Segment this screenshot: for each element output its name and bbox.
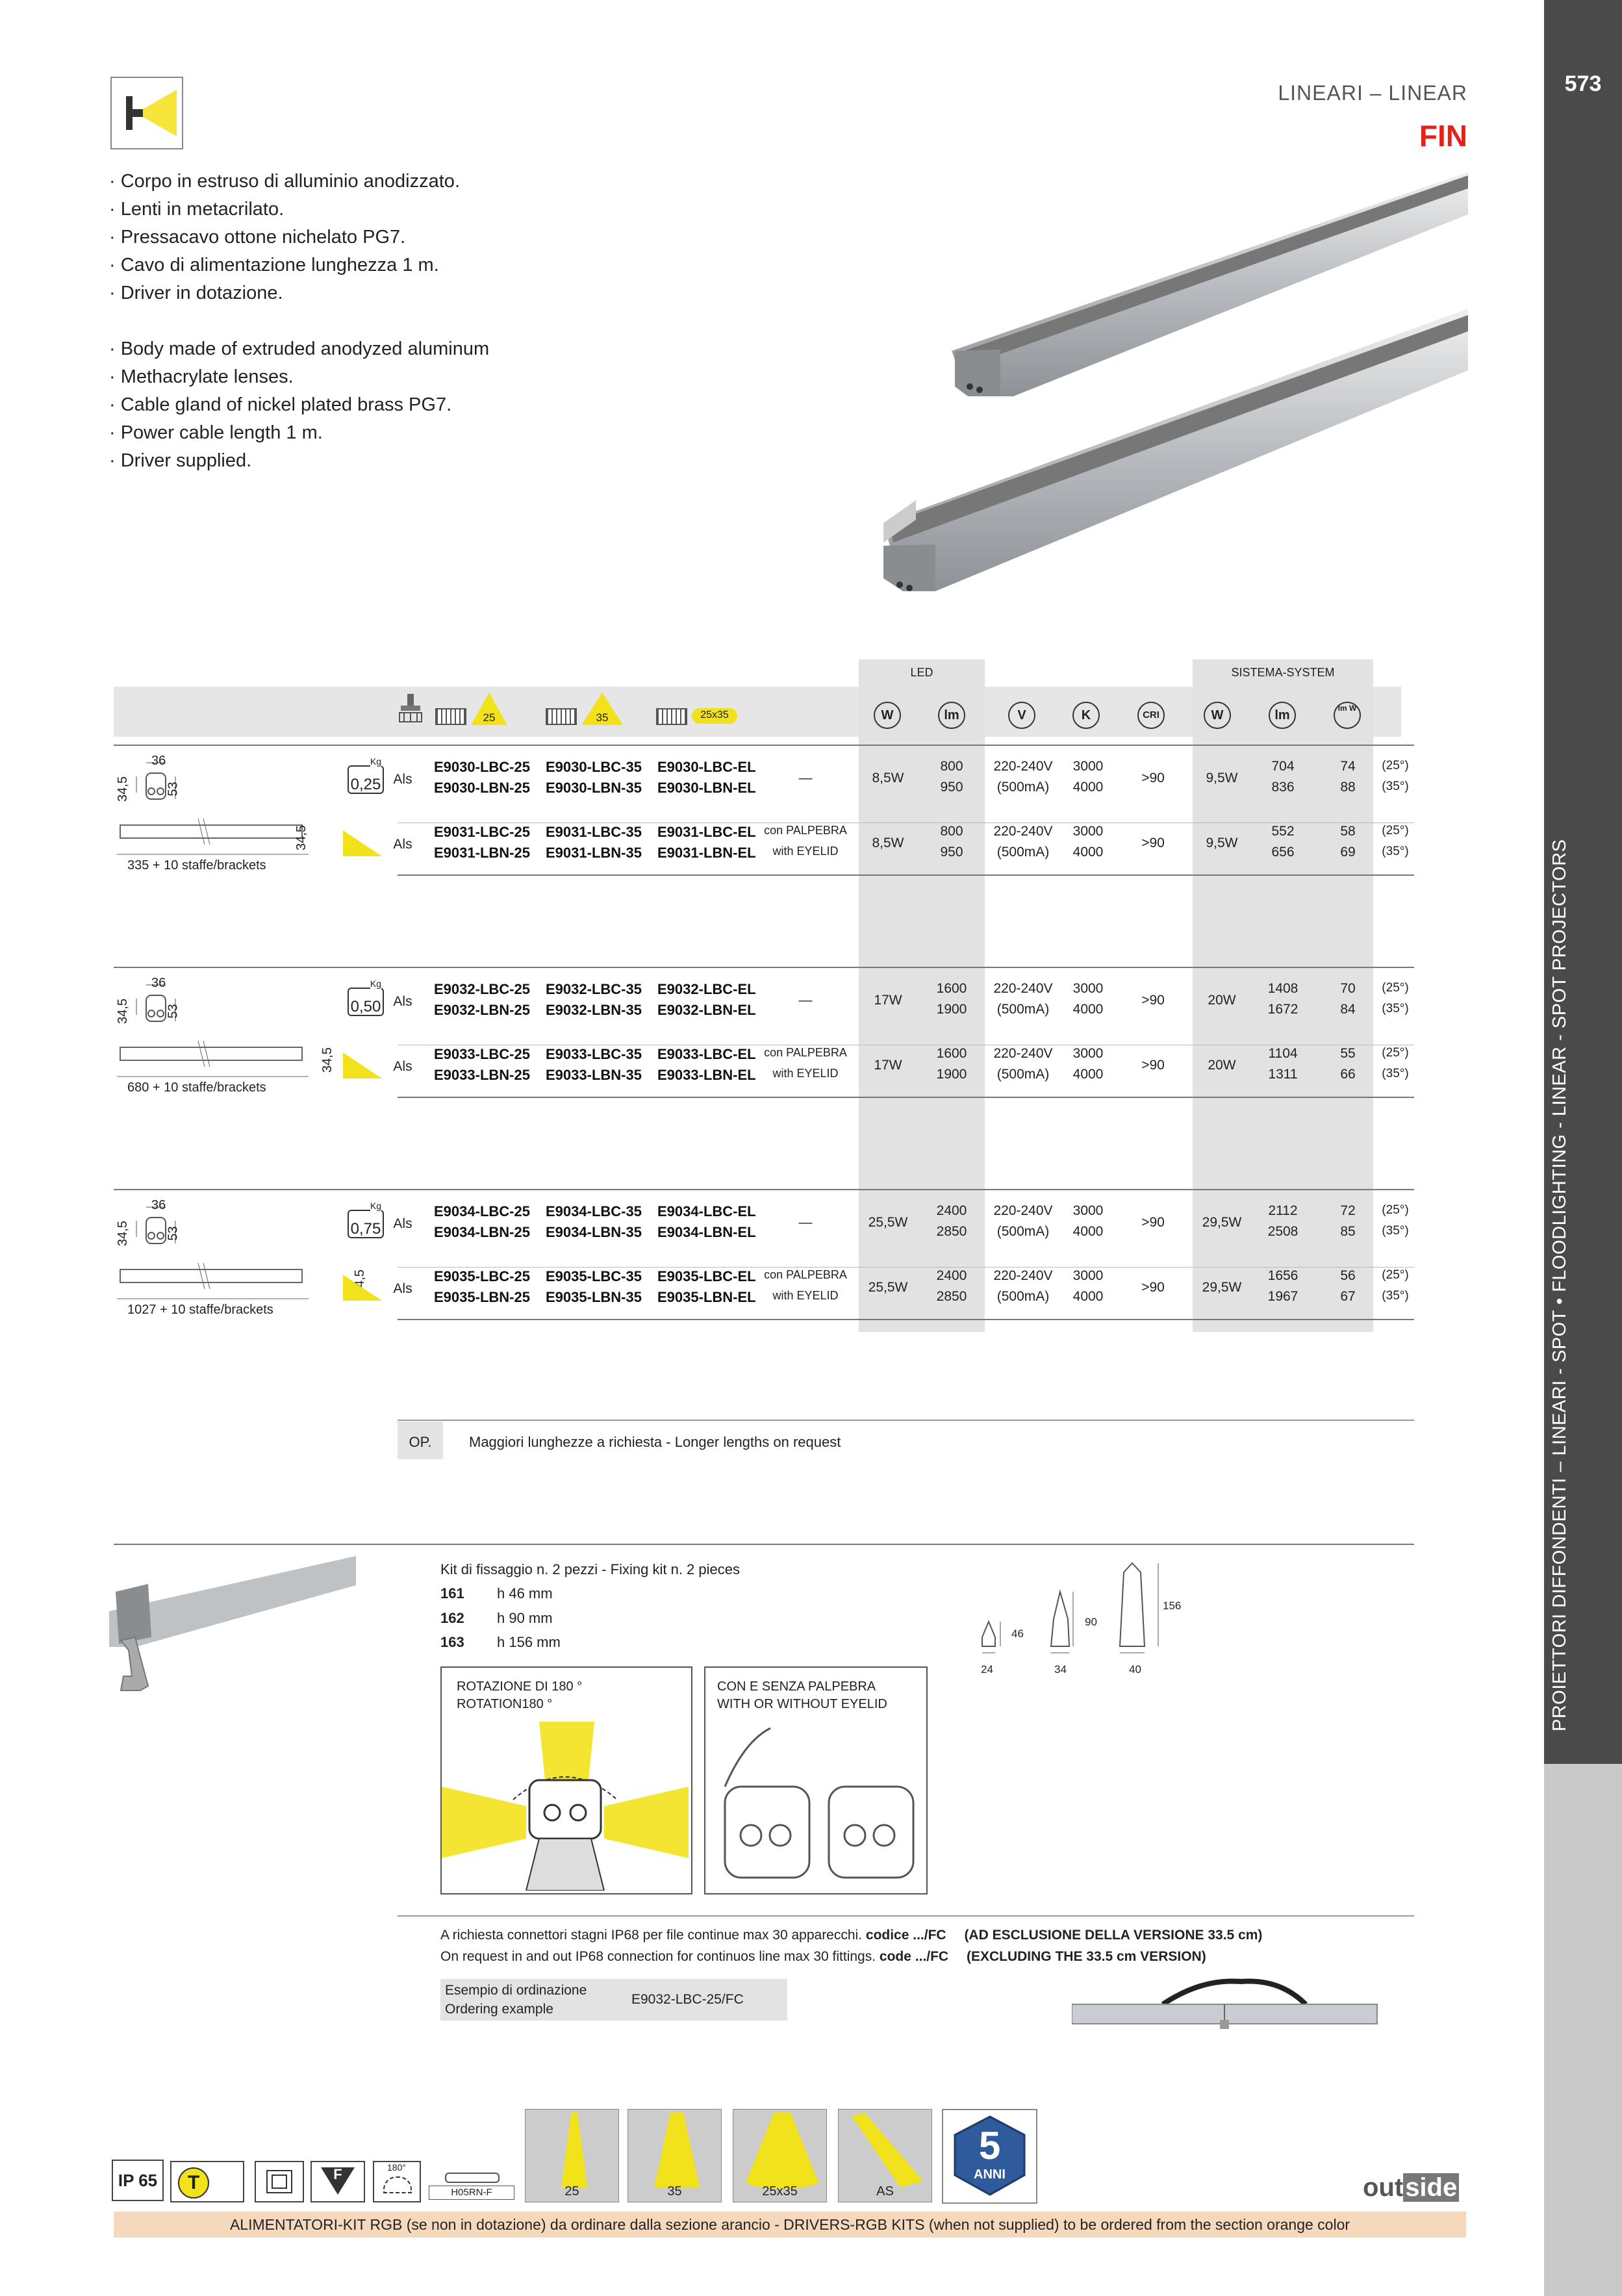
voltage: (500mA) — [996, 1289, 1050, 1304]
color-temperature: 3000 — [1072, 1203, 1104, 1218]
category-label: LINEARI – LINEAR — [1278, 81, 1467, 105]
led-watt: 8,5W — [872, 835, 904, 850]
cri-value: >90 — [1141, 993, 1165, 1008]
dim-width: 36 — [151, 754, 166, 768]
system-lumen: 552 — [1271, 824, 1295, 839]
weight-value: 0,25 — [350, 776, 381, 793]
kelvin-icon: K — [1072, 702, 1100, 729]
voltage: 220-240V — [993, 1046, 1053, 1061]
product-code: E9032-LBC-35 — [546, 981, 642, 997]
fixing-code-161: 161 — [440, 1585, 464, 1601]
beam-angle: (35°) — [1382, 1002, 1409, 1015]
als-label: Als — [393, 837, 412, 852]
system-watt: 29,5W — [1202, 1280, 1242, 1295]
desc-en-3: · Cable gland of nickel plated brass PG7. — [109, 394, 452, 415]
row-divider — [398, 1267, 1414, 1268]
color-temperature: 4000 — [1072, 1067, 1104, 1082]
color-temperature: 3000 — [1072, 1046, 1104, 1061]
color-temperature: 3000 — [1072, 1268, 1104, 1283]
fixing-height-163: h 156 mm — [497, 1634, 561, 1650]
lamp-icon — [398, 691, 424, 730]
eyelid-option: — — [798, 1215, 813, 1230]
als-label: Als — [393, 1059, 412, 1074]
eyelid-option: con PALPEBRA — [764, 1046, 847, 1059]
beam-angle: (25°) — [1382, 824, 1409, 837]
led-lumen: 1600 — [936, 1046, 967, 1061]
cri-icon: CRI — [1137, 702, 1165, 729]
beam-25x35-label: 25x35 — [700, 709, 729, 721]
led-watt: 8,5W — [872, 771, 904, 785]
efficacy: 74 — [1340, 759, 1356, 774]
efficacy: 69 — [1340, 845, 1356, 860]
cri-value: >90 — [1141, 835, 1165, 850]
led-lumen: 2400 — [936, 1268, 967, 1283]
group-bottom-rule — [398, 1319, 1414, 1320]
fixing-code-163: 163 — [440, 1634, 464, 1650]
op-label: OP. — [409, 1434, 432, 1450]
weight-value: 0,50 — [350, 998, 381, 1015]
eyelid-label-en: WITH OR WITHOUT EYELID — [717, 1697, 887, 1711]
led-lumen: 1900 — [936, 1067, 967, 1082]
product-code: E9035-LBN-35 — [546, 1289, 642, 1305]
fixing-title: Kit di fissaggio n. 2 pezzi - Fixing kit n. 2 pieces — [440, 1561, 740, 1577]
voltage: 220-240V — [993, 759, 1053, 774]
beam-angle: (25°) — [1382, 1203, 1409, 1217]
dim-width: 36 — [151, 976, 166, 990]
eyelid-option: with EYELID — [772, 845, 839, 858]
profile-drawing — [114, 1198, 335, 1354]
desc-it-3: · Pressacavo ottone nichelato PG7. — [109, 227, 406, 248]
led-lumen: 800 — [940, 824, 963, 839]
product-code: E9035-LBC-EL — [657, 1268, 756, 1284]
beam-angle: (35°) — [1382, 1067, 1409, 1080]
dim-depth: 53 — [166, 1226, 181, 1241]
product-code: E9030-LBN-35 — [546, 780, 642, 796]
system-watt-icon: W — [1204, 702, 1231, 729]
system-lumen: 704 — [1271, 759, 1295, 774]
desc-en-4: · Power cable length 1 m. — [109, 422, 323, 443]
product-code: E9034-LBN-EL — [657, 1224, 756, 1240]
bracket-b-width: 34 — [1054, 1663, 1067, 1676]
led-lumen: 1900 — [936, 1002, 967, 1017]
volt-icon: V — [1008, 702, 1035, 729]
voltage: 220-240V — [993, 1268, 1053, 1283]
voltage: 220-240V — [993, 1203, 1053, 1218]
beam-icon-label: 25 — [564, 2184, 579, 2199]
product-code: E9030-LBN-25 — [434, 780, 530, 796]
voltage: (500mA) — [996, 845, 1050, 860]
system-lumen: 836 — [1271, 780, 1295, 795]
eyelid-option: — — [798, 993, 813, 1008]
efficacy: 88 — [1340, 780, 1356, 795]
length-label: 335 + 10 staffe/brackets — [127, 858, 266, 873]
efficacy: 85 — [1340, 1224, 1356, 1239]
system-watt: 9,5W — [1206, 771, 1238, 785]
efficacy: 55 — [1340, 1046, 1356, 1061]
connector-drawing — [1072, 1965, 1380, 2030]
lens-25x35-icon — [656, 708, 687, 725]
dim-width: 36 — [151, 1198, 166, 1212]
product-code: E9034-LBN-35 — [546, 1224, 642, 1240]
product-code: E9030-LBC-25 — [434, 759, 530, 775]
voltage: (500mA) — [996, 1067, 1050, 1082]
bracket-a-height: 46 — [1011, 1627, 1024, 1640]
beam-angle: (35°) — [1382, 1224, 1409, 1238]
eyelid-option: with EYELID — [772, 1289, 839, 1302]
product-code: E9032-LBN-EL — [657, 1002, 756, 1018]
beam-icon-label: AS — [876, 2184, 894, 2199]
product-code: E9032-LBC-EL — [657, 981, 756, 997]
beam-35-label: 35 — [596, 711, 609, 724]
page-number: 573 — [1564, 71, 1602, 96]
bracket-c-width: 40 — [1129, 1663, 1141, 1676]
cri-value: >90 — [1141, 1058, 1165, 1073]
desc-en-5: · Driver supplied. — [109, 450, 252, 471]
beam-icon — [733, 2109, 827, 2202]
cri-value: >90 — [1141, 771, 1165, 785]
beam-icon-label: 35 — [667, 2184, 682, 2199]
product-code: E9031-LBC-25 — [434, 824, 530, 840]
fixing-divider — [114, 1544, 1414, 1545]
efficacy: 58 — [1340, 824, 1356, 839]
eyelid-wedge — [343, 1275, 382, 1301]
system-lumen: 656 — [1271, 845, 1295, 860]
led-watt: 25,5W — [868, 1280, 908, 1295]
wall-light-icon — [110, 77, 183, 149]
length-height: 34,5 — [352, 1269, 367, 1295]
efficacy-icon: lm W — [1334, 702, 1361, 729]
product-code: E9031-LBC-EL — [657, 824, 756, 840]
beam-angle: (25°) — [1382, 759, 1409, 772]
cri-value: >90 — [1141, 1280, 1165, 1295]
footer-note: ALIMENTATORI-KIT RGB (se non in dotazione) da ordinare dalla sezione arancio - DRIVERS-RGB KITS (when not supplied) to be ordered from the section orange color — [114, 2212, 1466, 2238]
als-label: Als — [393, 1216, 412, 1231]
lens-25-icon — [435, 708, 466, 725]
voltage: (500mA) — [996, 1002, 1050, 1017]
system-watt: 9,5W — [1206, 835, 1238, 850]
product-code: E9034-LBC-25 — [434, 1203, 530, 1219]
desc-it-5: · Driver in dotazione. — [109, 283, 283, 303]
product-code: E9030-LBN-EL — [657, 780, 756, 796]
product-code: E9033-LBN-35 — [546, 1067, 642, 1083]
product-code: E9032-LBC-25 — [434, 981, 530, 997]
system-lumen-icon: lm — [1269, 702, 1296, 729]
eyelid-option: — — [798, 771, 813, 785]
led-lumen: 2400 — [936, 1203, 967, 1218]
profile-drawing — [114, 976, 335, 1132]
voltage: 220-240V — [993, 824, 1053, 839]
eyelid-option: with EYELID — [772, 1067, 839, 1080]
rotation-180-icon — [373, 2161, 421, 2202]
system-watt: 20W — [1208, 993, 1236, 1008]
side-category-text: PROIETTORI DIFFONDENTI – LINEARI - SPOT • FLOODLIGHTING - LINEAR - SPOT PROJECTORS — [1549, 839, 1570, 1731]
beam-angle: (35°) — [1382, 1289, 1409, 1303]
desc-it-1: · Corpo in estruso di alluminio anodizzato. — [109, 171, 460, 192]
connector-line-1-text: A richiesta connettori stagni IP68 per file continue max 30 apparecchi. — [440, 1928, 863, 1943]
brand-logo-b: side — [1403, 2173, 1459, 2202]
rotation-diagram — [442, 1709, 689, 1891]
brand-logo — [1363, 2173, 1459, 2202]
system-lumen: 2508 — [1267, 1224, 1299, 1239]
connector-line-2-note: (EXCLUDING THE 33.5 cm VERSION) — [966, 1949, 1206, 1964]
product-code: E9035-LBN-25 — [434, 1289, 530, 1305]
rotation-180-label: 180° — [387, 2162, 406, 2173]
connector-line-1-note: (AD ESCLUSIONE DELLA VERSIONE 33.5 cm) — [964, 1928, 1263, 1943]
als-label: Als — [393, 1281, 412, 1296]
warranty-badge — [942, 2109, 1037, 2204]
product-code: E9035-LBC-35 — [546, 1268, 642, 1284]
bracket-c-height: 156 — [1163, 1600, 1182, 1612]
product-code: E9035-LBC-25 — [434, 1268, 530, 1284]
temperature-icon — [170, 2161, 244, 2202]
fixing-height-161: h 46 mm — [497, 1585, 553, 1601]
color-temperature: 4000 — [1072, 780, 1104, 795]
product-code: E9035-LBN-EL — [657, 1289, 756, 1305]
led-lumen: 2850 — [936, 1224, 967, 1239]
efficacy: 56 — [1340, 1268, 1356, 1283]
bracket-a-width: 24 — [981, 1663, 993, 1676]
led-lumen: 950 — [940, 780, 963, 795]
class-ii-icon — [255, 2161, 304, 2202]
system-lumen: 1311 — [1268, 1067, 1298, 1082]
op-text: Maggiori lunghezze a richiesta - Longer lengths on request — [469, 1434, 841, 1450]
product-code: E9031-LBN-25 — [434, 845, 530, 861]
warranty-label: ANNI — [974, 2167, 1006, 2182]
desc-it-4: · Cavo di alimentazione lunghezza 1 m. — [109, 255, 439, 275]
product-code: E9030-LBC-EL — [657, 759, 756, 775]
desc-en-2: · Methacrylate lenses. — [109, 366, 294, 387]
group-top-rule — [114, 1189, 1414, 1190]
efficacy: 72 — [1340, 1203, 1356, 1218]
dim-depth: 53 — [166, 782, 181, 797]
connector-divider — [398, 1915, 1414, 1917]
color-temperature: 3000 — [1072, 759, 1104, 774]
fixing-code-162: 162 — [440, 1610, 464, 1626]
product-code: E9034-LBC-EL — [657, 1203, 756, 1219]
led-watt: 17W — [874, 993, 902, 1008]
group-top-rule — [114, 745, 1414, 746]
product-code: E9031-LBC-35 — [546, 824, 642, 840]
led-lumen: 800 — [940, 759, 963, 774]
ordering-label-it: Esempio di ordinazione — [445, 1983, 587, 1998]
length-label: 680 + 10 staffe/brackets — [127, 1080, 266, 1095]
color-temperature: 4000 — [1072, 845, 1104, 860]
eyelid-option: con PALPEBRA — [764, 824, 847, 837]
led-header: LED — [910, 666, 933, 679]
color-temperature: 4000 — [1072, 1002, 1104, 1017]
efficacy: 70 — [1340, 981, 1356, 996]
lumen-icon: lm — [938, 702, 965, 729]
rotation-label-it: ROTAZIONE DI 180 ° — [457, 1679, 583, 1694]
eyelid-wedge — [343, 1052, 382, 1078]
voltage: (500mA) — [996, 780, 1050, 795]
led-watt: 25,5W — [868, 1215, 908, 1230]
length-height: 34,5 — [294, 825, 309, 850]
beam-icon — [838, 2109, 932, 2202]
product-code: E9031-LBN-35 — [546, 845, 642, 861]
product-code: E9034-LBC-35 — [546, 1203, 642, 1219]
beam-icon — [627, 2109, 722, 2202]
group-top-rule — [114, 967, 1414, 968]
watt-icon: W — [874, 702, 901, 729]
cable-icon — [429, 2161, 514, 2200]
side-bar-lower — [1544, 1764, 1622, 2296]
eyelid-label-it: CON E SENZA PALPEBRA — [717, 1679, 876, 1694]
als-label: Als — [393, 994, 412, 1009]
group-bottom-rule — [398, 874, 1414, 876]
desc-en-1: · Body made of extruded anodyzed aluminum — [109, 338, 490, 359]
op-divider — [398, 1420, 1414, 1421]
color-temperature: 4000 — [1072, 1289, 1104, 1304]
product-title: FIN — [1419, 119, 1467, 153]
beam-25-label: 25 — [483, 711, 496, 724]
product-code: E9034-LBN-25 — [434, 1224, 530, 1240]
beam-angle: (35°) — [1382, 780, 1409, 793]
product-code: E9033-LBN-EL — [657, 1067, 756, 1083]
eyelid-diagram — [705, 1715, 924, 1884]
f-mark-icon — [310, 2161, 365, 2202]
product-code: E9033-LBC-35 — [546, 1046, 642, 1062]
product-code: E9033-LBC-EL — [657, 1046, 756, 1062]
led-lumen: 1600 — [936, 981, 967, 996]
ip65-badge: IP 65 — [112, 2160, 164, 2201]
eyelid-wedge — [343, 830, 382, 856]
beam-angle: (35°) — [1382, 845, 1409, 858]
connector-line-1-code: codice .../FC — [865, 1928, 946, 1943]
product-code: E9032-LBN-25 — [434, 1002, 530, 1018]
bracket-b-height: 90 — [1085, 1616, 1097, 1628]
voltage: 220-240V — [993, 981, 1053, 996]
efficacy: 84 — [1340, 1002, 1356, 1017]
led-watt: 17W — [874, 1058, 902, 1073]
weight-badge: Kg 0,75 — [348, 1210, 384, 1238]
beam-icon — [525, 2109, 619, 2202]
led-lumen: 950 — [940, 845, 963, 860]
system-watt: 20W — [1208, 1058, 1236, 1073]
system-watt: 29,5W — [1202, 1215, 1242, 1230]
cable-label: H05RN-F — [429, 2186, 514, 2200]
voltage: (500mA) — [996, 1224, 1050, 1239]
beam-angle: (25°) — [1382, 1268, 1409, 1282]
product-image — [844, 162, 1475, 656]
eyelid-option: con PALPEBRA — [764, 1268, 847, 1281]
lens-35-icon — [546, 708, 577, 725]
dim-height: 34,5 — [115, 776, 130, 802]
color-temperature: 3000 — [1072, 824, 1104, 839]
product-code: E9033-LBC-25 — [434, 1046, 530, 1062]
weight-badge: Kg 0,25 — [348, 765, 384, 794]
connector-line-1 — [440, 1928, 1262, 1943]
weight-value: 0,75 — [350, 1220, 381, 1238]
product-code: E9032-LBN-35 — [546, 1002, 642, 1018]
bracket-product-image — [109, 1553, 369, 1709]
desc-it-2: · Lenti in metacrilato. — [109, 199, 285, 220]
dim-height: 34,5 — [115, 1221, 130, 1246]
beam-angle: (25°) — [1382, 981, 1409, 995]
product-code: E9033-LBN-25 — [434, 1067, 530, 1083]
ordering-label-en: Ordering example — [445, 2002, 553, 2017]
product-code: E9031-LBN-EL — [657, 845, 756, 861]
color-temperature: 4000 — [1072, 1224, 1104, 1239]
beam-angle: (25°) — [1382, 1046, 1409, 1060]
dim-depth: 53 — [166, 1004, 181, 1019]
length-label: 1027 + 10 staffe/brackets — [127, 1303, 273, 1317]
system-lumen: 1408 — [1267, 981, 1299, 996]
group-bottom-rule — [398, 1097, 1414, 1098]
efficacy: 66 — [1340, 1067, 1356, 1082]
product-code: E9030-LBC-35 — [546, 759, 642, 775]
system-lumen: 1672 — [1267, 1002, 1299, 1017]
system-lumen: 1656 — [1267, 1268, 1299, 1283]
beam-icon-label: 25x35 — [762, 2184, 798, 2199]
system-header: SISTEMA-SYSTEM — [1231, 666, 1335, 679]
system-lumen: 1967 — [1267, 1289, 1299, 1304]
ordering-example-code: E9032-LBC-25/FC — [631, 1992, 744, 2007]
system-lumen: 2112 — [1268, 1203, 1298, 1218]
cri-value: >90 — [1141, 1215, 1165, 1230]
efficacy: 67 — [1340, 1289, 1356, 1304]
fixing-height-162: h 90 mm — [497, 1610, 553, 1626]
connector-line-2-text: On request in and out IP68 connection for continuos line max 30 fittings. — [440, 1949, 876, 1964]
warranty-years: 5 — [978, 2124, 1001, 2167]
rotation-label-en: ROTATION180 ° — [457, 1697, 553, 1711]
connector-line-2 — [440, 1949, 1206, 1965]
led-lumen: 2850 — [936, 1289, 967, 1304]
system-lumen: 1104 — [1268, 1046, 1298, 1061]
als-label: Als — [393, 772, 412, 787]
brand-logo-a: out — [1363, 2173, 1404, 2202]
temperature-t-label: T — [178, 2167, 209, 2199]
dim-height: 34,5 — [115, 999, 130, 1024]
weight-badge: Kg 0,50 — [348, 988, 384, 1016]
description — [109, 168, 489, 475]
color-temperature: 3000 — [1072, 981, 1104, 996]
length-height: 34,5 — [320, 1047, 335, 1073]
f-mark-label: F — [333, 2166, 342, 2182]
connector-line-2-code: code .../FC — [879, 1949, 949, 1964]
